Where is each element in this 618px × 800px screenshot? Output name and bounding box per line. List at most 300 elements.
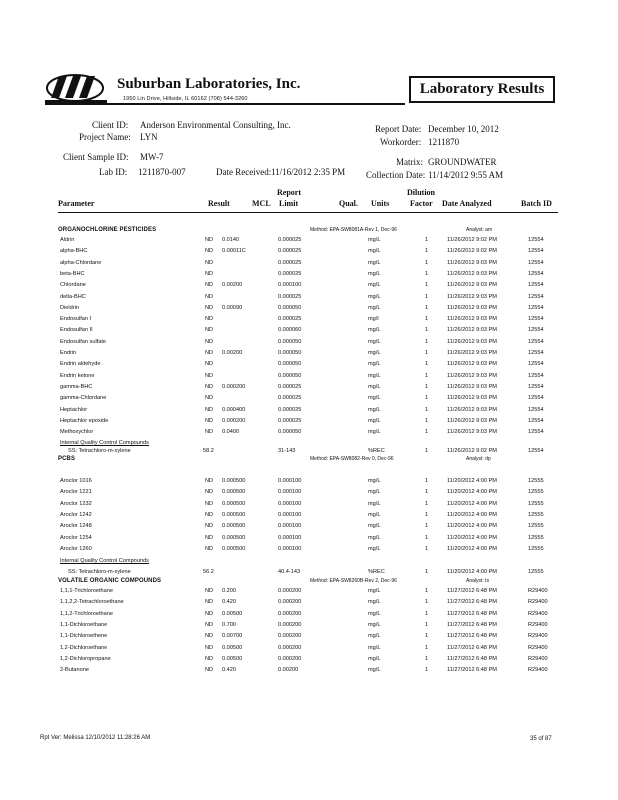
row-result: ND	[205, 588, 214, 594]
row-limit: 0.000050	[278, 429, 302, 436]
row-result: ND	[205, 667, 214, 674]
row-parameter: Endrin aldehyde	[60, 361, 101, 368]
qc-row-result: 58.2	[203, 448, 214, 455]
row-date-analyzed: 11/26/2012 9:03 PM	[447, 293, 497, 300]
row-date-analyzed: 11/27/2012 6:48 PM	[447, 588, 497, 594]
qc-compounds-label: Internal Quality Control Compounds	[60, 558, 149, 565]
row-batch-id: 12554	[528, 270, 544, 277]
row-batch-id: R29400	[528, 655, 548, 662]
qc-row-units: %REC	[368, 448, 385, 455]
row-limit: 0.000200	[278, 610, 302, 617]
qc-row-result: 56.2	[203, 569, 214, 576]
col-units: Units	[371, 199, 390, 208]
row-units: mg/L	[368, 621, 381, 628]
row-batch-id: 12554	[528, 395, 544, 402]
row-parameter: Endosulfan sulfate	[60, 338, 107, 345]
row-dilution-factor: 1	[425, 667, 429, 674]
row-parameter: Endrin	[60, 350, 77, 356]
row-date-analyzed: 11/26/2012 9:03 PM	[447, 417, 497, 424]
section-title: VOLATILE ORGANIC COMPOUNDS	[58, 578, 162, 584]
row-units: mg/L	[368, 429, 381, 436]
row-mcl: 0.0400	[222, 429, 240, 436]
row-dilution-factor: 1	[425, 621, 429, 628]
row-parameter: Aldrin	[60, 237, 75, 243]
client-id-value: Anderson Environmental Consulting, Inc.	[140, 120, 291, 130]
row-dilution-factor: 1	[425, 523, 429, 530]
row-date-analyzed: 11/27/2012 6:48 PM	[447, 644, 497, 651]
row-mcl: 0.00500	[222, 655, 243, 662]
row-result: ND	[205, 417, 214, 424]
row-batch-id: 12554	[528, 316, 544, 323]
row-batch-id: 12554	[528, 304, 544, 311]
section-method: Method: EPA-SW8081A-Rev 1, Dec-96	[310, 227, 397, 233]
row-date-analyzed: 11/27/2012 6:48 PM	[447, 655, 497, 662]
row-batch-id: 12554	[528, 417, 544, 424]
row-parameter: Endosulfan I	[60, 316, 92, 323]
row-dilution-factor: 1	[425, 350, 429, 356]
row-date-analyzed: 11/26/2012 9:03 PM	[447, 383, 497, 390]
row-units: mg/L	[368, 500, 381, 507]
collection-date-label: Collection Date:	[366, 170, 426, 180]
row-batch-id: R29400	[528, 610, 548, 617]
row-limit: 0.000025	[278, 316, 302, 323]
row-dilution-factor: 1	[425, 655, 429, 662]
row-result: ND	[205, 621, 214, 628]
row-batch-id: 12554	[528, 327, 544, 334]
row-date-analyzed: 11/26/2012 9:03 PM	[447, 270, 497, 277]
row-dilution-factor: 1	[425, 259, 429, 266]
row-date-analyzed: 11/26/2012 9:02 PM	[447, 248, 497, 255]
row-units: mg/L	[368, 383, 381, 390]
lab-id-label: Lab ID:	[99, 167, 128, 177]
row-result: ND	[205, 395, 214, 402]
row-result: ND	[205, 259, 214, 266]
row-result: ND	[205, 545, 214, 552]
row-result: ND	[205, 338, 214, 345]
qc-row-parameter: SS: Tetrachloro-m-xylene	[68, 569, 131, 576]
section-title: ORGANOCHLORINE PESTICIDES	[58, 227, 157, 233]
col-result: Result	[208, 199, 230, 208]
section-method: Method: EPA-SW8260B-Rev 2, Dec-96	[310, 578, 397, 584]
report-version: Rpt Ver: Melissa 12/10/2012 11:28:26 AM	[40, 735, 151, 741]
row-limit: 0.000050	[278, 338, 302, 345]
row-mcl: 0.000200	[222, 417, 246, 424]
row-limit: 0.000100	[278, 511, 302, 518]
row-units: mg/L	[368, 372, 381, 379]
row-units: mg/L	[368, 270, 381, 277]
row-result: ND	[205, 361, 214, 368]
row-units: mg/L	[368, 655, 381, 662]
row-result: ND	[205, 610, 214, 617]
row-batch-id: R29400	[528, 633, 548, 640]
row-limit: 0.000100	[278, 523, 302, 530]
row-batch-id: 12554	[528, 361, 544, 368]
row-limit: 0.000200	[278, 644, 302, 651]
qc-row-units: %REC	[368, 569, 385, 576]
row-units: mg/l	[368, 316, 379, 323]
report-date-label: Report Date:	[375, 124, 422, 134]
row-limit: 0.000060	[278, 327, 302, 334]
row-dilution-factor: 1	[425, 429, 429, 436]
row-limit: 0.000200	[278, 633, 302, 640]
row-batch-id: R29400	[528, 588, 548, 594]
row-dilution-factor: 1	[425, 304, 429, 311]
company-name: Suburban Laboratories, Inc.	[117, 76, 301, 92]
qc-row-batch-id: 12554	[528, 448, 544, 455]
row-result: ND	[205, 372, 214, 379]
row-date-analyzed: 11/26/2012 9:03 PM	[447, 361, 497, 368]
row-parameter: Aroclor 1232	[60, 500, 92, 507]
row-units: mg/L	[368, 304, 381, 311]
row-limit: 0.000025	[278, 237, 302, 243]
row-units: mg/L	[368, 478, 381, 484]
company-logo	[45, 72, 107, 106]
row-date-analyzed: 11/26/2012 9:03 PM	[447, 316, 497, 323]
row-dilution-factor: 1	[425, 338, 429, 345]
row-dilution-factor: 1	[425, 511, 429, 518]
lab-id-value: 1211870-007	[138, 167, 186, 177]
workorder-label: Workorder:	[380, 137, 422, 147]
row-limit: 0.000200	[278, 599, 302, 606]
row-date-analyzed: 11/20/2012 4:00 PM	[447, 534, 497, 541]
row-parameter: Methoxychlor	[60, 429, 94, 436]
row-mcl: 0.000400	[222, 406, 246, 413]
header-underline	[58, 212, 558, 213]
collection-date-value: 11/14/2012 9:55 AM	[428, 170, 504, 180]
row-batch-id: 12555	[528, 489, 544, 496]
project-name-label: Project Name:	[79, 132, 131, 142]
row-result: ND	[205, 304, 214, 311]
row-limit: 0.000025	[278, 270, 302, 277]
document-title: Laboratory Results	[409, 76, 555, 103]
row-batch-id: 12555	[528, 500, 544, 507]
row-result: ND	[205, 599, 214, 606]
row-limit: 0.000100	[278, 282, 302, 289]
row-date-analyzed: 11/26/2012 9:03 PM	[447, 338, 497, 345]
row-date-analyzed: 11/26/2012 9:03 PM	[447, 282, 497, 289]
row-units: mg/L	[368, 327, 381, 334]
row-mcl: 0.000200	[222, 383, 246, 390]
row-result: ND	[205, 383, 214, 390]
row-batch-id: 12555	[528, 478, 544, 484]
row-date-analyzed: 11/20/2012 4:00 PM	[447, 478, 497, 484]
project-name-value: LYN	[140, 132, 158, 142]
row-dilution-factor: 1	[425, 316, 429, 323]
row-result: ND	[205, 655, 214, 662]
row-mcl: 0.00200	[222, 350, 243, 356]
row-dilution-factor: 1	[425, 395, 429, 402]
row-date-analyzed: 11/26/2012 9:03 PM	[447, 304, 497, 311]
row-dilution-factor: 1	[425, 417, 429, 424]
qc-row-date-analyzed: 11/26/2012 9:02 PM	[447, 448, 497, 455]
row-parameter: Aroclor 1260	[60, 545, 92, 552]
row-units: mg/L	[368, 248, 381, 255]
qc-row-limit: 31-143	[278, 448, 296, 455]
section-analyst: Analyst: ts	[466, 578, 490, 584]
row-parameter: alpha-Chlordane	[60, 259, 102, 266]
row-units: mg/L	[368, 350, 381, 356]
row-limit: 0.000200	[278, 588, 302, 594]
section-analyst: Analyst: am	[466, 227, 493, 233]
row-dilution-factor: 1	[425, 545, 429, 552]
row-units: mg/L	[368, 338, 381, 345]
row-parameter: 1,1-Dichloroethene	[60, 633, 108, 640]
row-units: mg/L	[368, 633, 381, 640]
row-batch-id: 12554	[528, 293, 544, 300]
row-units: mg/L	[368, 361, 381, 368]
row-result: ND	[205, 237, 214, 243]
qc-row-limit: 40.4-143	[278, 569, 301, 576]
row-parameter: 2-Butanone	[60, 667, 89, 674]
row-limit: 0.000025	[278, 293, 302, 300]
row-batch-id: 12555	[528, 545, 544, 552]
row-batch-id: 12554	[528, 429, 544, 436]
row-units: mg/L	[368, 599, 381, 606]
row-parameter: 1,2-Dichloropropane	[60, 655, 111, 662]
row-mcl: 0.00700	[222, 633, 243, 640]
row-mcl: 0.000500	[222, 534, 246, 541]
row-limit: 0.000100	[278, 545, 302, 552]
row-result: ND	[205, 293, 214, 300]
row-limit: 0.000025	[278, 395, 302, 402]
qc-compounds-label: Internal Quality Control Compounds	[60, 440, 149, 447]
row-result: ND	[205, 489, 214, 496]
row-limit: 0.000100	[278, 500, 302, 507]
row-result: ND	[205, 316, 214, 323]
date-received-value: 11/16/2012 2:35 PM	[271, 167, 346, 177]
row-date-analyzed: 11/27/2012 6:48 PM	[447, 667, 497, 674]
row-dilution-factor: 1	[425, 293, 429, 300]
row-parameter: 1,1,1-Trichloroethane	[60, 588, 113, 594]
row-date-analyzed: 11/27/2012 6:48 PM	[447, 599, 497, 606]
row-units: mg/L	[368, 406, 381, 413]
row-parameter: gamma-BHC	[60, 383, 93, 390]
row-batch-id: 12554	[528, 248, 544, 255]
row-parameter: alpha-BHC	[60, 248, 88, 255]
row-mcl: 0.00500	[222, 644, 243, 651]
row-parameter: 1,1,2-Trichloroethane	[60, 610, 113, 617]
row-units: mg/L	[368, 588, 381, 594]
row-dilution-factor: 1	[425, 489, 429, 496]
row-date-analyzed: 11/26/2012 9:03 PM	[447, 372, 497, 379]
row-units: mg/L	[368, 667, 381, 674]
row-limit: 0.000025	[278, 406, 302, 413]
qc-row-batch-id: 12555	[528, 569, 544, 576]
row-mcl: 0.000500	[222, 478, 246, 484]
row-parameter: 1,2-Dichloroethane	[60, 644, 108, 651]
row-batch-id: 12554	[528, 383, 544, 390]
row-dilution-factor: 1	[425, 248, 429, 255]
row-mcl: 0.000500	[222, 523, 246, 530]
row-parameter: Dieldrin	[60, 304, 79, 311]
row-batch-id: 12555	[528, 511, 544, 518]
row-mcl: 0.000500	[222, 545, 246, 552]
row-mcl: 0.00200	[222, 282, 243, 289]
matrix-value: GROUNDWATER	[428, 157, 497, 167]
row-batch-id: 12555	[528, 523, 544, 530]
row-dilution-factor: 1	[425, 633, 429, 640]
row-limit: 0.000025	[278, 383, 302, 390]
row-dilution-factor: 1	[425, 270, 429, 277]
row-units: mg/L	[368, 395, 381, 402]
row-parameter: Aroclor 1221	[60, 489, 92, 496]
row-dilution-factor: 1	[425, 478, 429, 484]
row-units: mg/L	[368, 610, 381, 617]
row-batch-id: 12555	[528, 534, 544, 541]
client-id-label: Client ID:	[92, 120, 129, 130]
row-dilution-factor: 1	[425, 237, 429, 243]
qc-row-dilution-factor: 1	[425, 448, 429, 455]
date-received-label: Date Received:	[216, 167, 272, 177]
col-report: Report	[277, 188, 301, 197]
row-date-analyzed: 11/27/2012 6:48 PM	[447, 610, 497, 617]
row-mcl: 0.000500	[222, 511, 246, 518]
row-batch-id: 12554	[528, 259, 544, 266]
row-limit: 0.000050	[278, 350, 302, 356]
row-limit: 0.000100	[278, 478, 302, 484]
row-batch-id: R29400	[528, 599, 548, 606]
row-dilution-factor: 1	[425, 588, 429, 594]
header-rule	[45, 103, 405, 105]
row-mcl: 0.00500	[222, 610, 243, 617]
row-date-analyzed: 11/27/2012 6:48 PM	[447, 621, 497, 628]
row-mcl: 0.00011C	[222, 248, 246, 255]
row-batch-id: 12554	[528, 406, 544, 413]
row-result: ND	[205, 350, 214, 356]
row-date-analyzed: 11/20/2012 4:00 PM	[447, 523, 497, 530]
row-limit: 0.000050	[278, 304, 302, 311]
row-dilution-factor: 1	[425, 644, 429, 651]
row-date-analyzed: 11/27/2012 6:48 PM	[447, 633, 497, 640]
row-limit: 0.000025	[278, 248, 302, 255]
qc-row-parameter: SS: Tetrachloro-m-xylene	[68, 448, 131, 455]
qc-row-dilution-factor: 1	[425, 569, 429, 576]
row-mcl: 0.00090	[222, 304, 243, 311]
row-result: ND	[205, 500, 214, 507]
row-parameter: gamma-Chlordane	[60, 395, 107, 402]
row-dilution-factor: 1	[425, 406, 429, 413]
row-parameter: 1,1-Dichloroethane	[60, 621, 108, 628]
row-mcl: 0.700	[222, 621, 236, 628]
row-batch-id: 12554	[528, 237, 544, 243]
row-parameter: Endrin ketone	[60, 372, 95, 379]
col-date-analyzed: Date Analyzed	[442, 199, 492, 208]
row-result: ND	[205, 270, 214, 277]
row-mcl: 0.420	[222, 667, 236, 674]
col-parameter: Parameter	[58, 199, 95, 208]
row-limit: 0.000100	[278, 489, 302, 496]
row-result: ND	[205, 429, 214, 436]
client-sample-id-value: MW-7	[140, 152, 164, 162]
row-mcl: 0.420	[222, 599, 236, 606]
row-units: mg/L	[368, 523, 381, 530]
row-date-analyzed: 11/20/2012 4:00 PM	[447, 545, 497, 552]
report-date-value: December 10, 2012	[428, 124, 499, 134]
row-date-analyzed: 11/26/2012 9:03 PM	[447, 406, 497, 413]
row-dilution-factor: 1	[425, 282, 429, 289]
row-result: ND	[205, 633, 214, 640]
row-result: ND	[205, 534, 214, 541]
row-parameter: Endosulfan II	[60, 327, 93, 334]
row-result: ND	[205, 478, 214, 484]
row-dilution-factor: 1	[425, 599, 429, 606]
row-dilution-factor: 1	[425, 383, 429, 390]
row-parameter: Aroclor 1242	[60, 511, 92, 518]
row-parameter: Chlordane	[60, 282, 86, 289]
row-units: mg/L	[368, 489, 381, 496]
row-date-analyzed: 11/20/2012 4:00 PM	[447, 489, 497, 496]
col-qual: Qual.	[339, 199, 358, 208]
row-result: ND	[205, 644, 214, 651]
row-batch-id: 12554	[528, 372, 544, 379]
row-date-analyzed: 11/26/2012 9:03 PM	[447, 395, 497, 402]
row-result: ND	[205, 523, 214, 530]
row-dilution-factor: 1	[425, 500, 429, 507]
row-mcl: 0.0140	[222, 237, 240, 243]
row-result: ND	[205, 282, 214, 289]
row-date-analyzed: 11/20/2012 4:00 PM	[447, 511, 497, 518]
row-parameter: delta-BHC	[60, 293, 86, 300]
row-batch-id: R29400	[528, 621, 548, 628]
col-dilution: Dilution	[407, 188, 436, 197]
row-batch-id: 12554	[528, 338, 544, 345]
row-units: mg/L	[368, 237, 381, 243]
row-parameter: Heptachlor	[60, 406, 88, 413]
row-parameter: Heptachlor epoxide	[60, 417, 109, 424]
client-sample-id-label: Client Sample ID:	[63, 152, 129, 162]
row-limit: 0.000025	[278, 259, 302, 266]
row-result: ND	[205, 406, 214, 413]
row-units: mg/L	[368, 511, 381, 518]
row-batch-id: 12554	[528, 282, 544, 289]
col-mcl: MCL	[252, 199, 271, 208]
section-method: Method: EPA-SW8082-Rev 0, Dec-96	[310, 456, 394, 462]
page-number: 35 of 87	[530, 736, 552, 742]
row-units: mg/L	[368, 293, 381, 300]
row-date-analyzed: 11/26/2012 9:03 PM	[447, 350, 497, 356]
row-parameter: 1,1,2,2-Tetrachloroethane	[60, 599, 124, 606]
row-date-analyzed: 11/20/2012 4:00 PM	[447, 500, 497, 507]
row-mcl: 0.000500	[222, 489, 246, 496]
row-batch-id: 12554	[528, 350, 544, 356]
row-parameter: Aroclor 1248	[60, 523, 92, 530]
matrix-label: Matrix:	[396, 157, 423, 167]
row-limit: 0.000050	[278, 372, 302, 379]
qc-row-date-analyzed: 11/20/2012 4:00 PM	[447, 569, 497, 576]
row-date-analyzed: 11/26/2012 9:02 PM	[447, 237, 497, 243]
section-title: PCBS	[58, 456, 76, 462]
row-units: mg/L	[368, 534, 381, 541]
row-result: ND	[205, 327, 214, 334]
row-units: mg/L	[368, 282, 381, 289]
row-mcl: 0.200	[222, 588, 236, 594]
row-dilution-factor: 1	[425, 327, 429, 334]
row-units: mg/L	[368, 644, 381, 651]
workorder-value: 1211870	[428, 137, 460, 147]
row-parameter: Aroclor 1016	[60, 478, 92, 484]
row-limit: 0.000025	[278, 417, 302, 424]
col-limit: Limit	[279, 199, 299, 208]
col-factor: Factor	[410, 199, 433, 208]
row-units: mg/L	[368, 417, 381, 424]
row-batch-id: R29400	[528, 667, 548, 674]
row-units: mg/L	[368, 545, 381, 552]
company-address: 1950 Lin Drive, Hillside, IL 60162 (708) 544-3260	[123, 96, 248, 102]
row-parameter: Aroclor 1254	[60, 534, 92, 541]
row-result: ND	[205, 248, 214, 255]
row-batch-id: R29400	[528, 644, 548, 651]
row-date-analyzed: 11/26/2012 9:03 PM	[447, 259, 497, 266]
